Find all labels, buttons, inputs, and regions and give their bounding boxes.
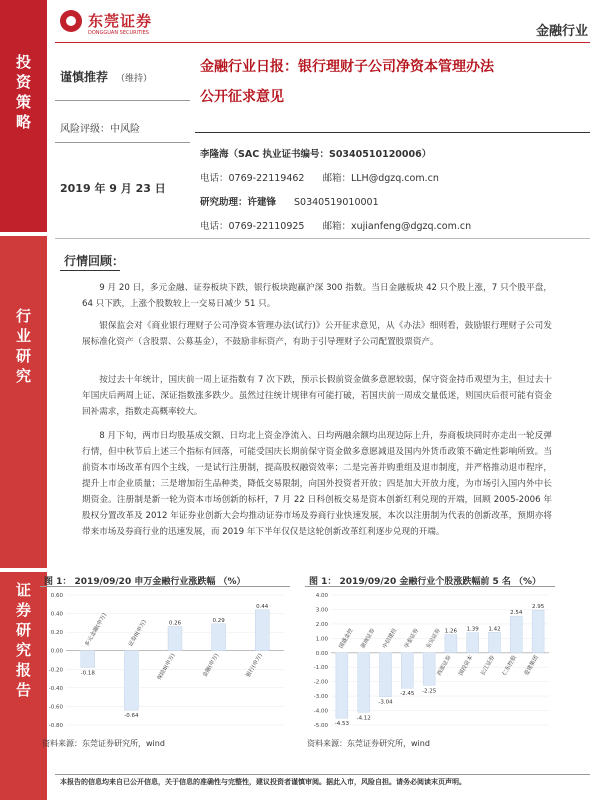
y-tick-label: 0.00 — [315, 650, 328, 657]
assistant-cert: S0340519010001 — [294, 197, 379, 208]
sidebar-char: 投 — [15, 53, 31, 71]
bar — [401, 653, 413, 688]
bar — [532, 610, 544, 653]
category-label: 国投资本 — [458, 654, 475, 677]
bar — [336, 653, 348, 718]
category-label: 浙商证券 — [360, 627, 377, 650]
sidebar-char: 业 — [15, 327, 31, 345]
y-tick-label: -1.00 — [313, 665, 328, 672]
y-tick-label: 2.00 — [315, 621, 328, 628]
section-heading: 行情回顾： — [64, 254, 125, 268]
y-tick-label: 1.00 — [315, 636, 328, 643]
footer-divider — [55, 774, 590, 775]
bar — [467, 633, 479, 653]
title-divider — [195, 132, 590, 133]
sidebar-block-top — [0, 0, 47, 232]
bar — [212, 624, 226, 651]
category-label: 银行(申万) — [245, 652, 264, 679]
y-tick-label: -3.00 — [313, 694, 328, 701]
bar — [489, 632, 501, 653]
category-label: 长江证券 — [480, 654, 497, 677]
paragraph: 8 月下旬，两市日均股基成交额、日均北上资金净流入、日均两融余额均出现边际上升，券商板块同时亦走出一轮反弹行情，但中秋节后上述三个指标有回落，可能受国庆长期前保守资金做多意愿减退及国内外货币政策不确定性影响所致。当前资本市场改革有四个主线，一是试行注册制，提高股权融资效率；二是完善并购重组及退市制度，并严格推动退市程序，提升上市企业质量；三是增加衍生品种类，降低交易限制，向国外投资者开放；四是加大开放力度，为市场引入国内外中长期资金。注册制是新一轮为资本市场创新的标杆，7 月 22 日科创板交易是资本创新红利兑现的开端，回顾 2005-2006 年股权分置改革及 2012 年证券业创新大会均推动证券市场及券商行业快速发展，本次以注册制为代表的创新改革，预期亦将带来市场及券商行业的迅速发展，而 2019 年下半年仅仅是这轮创新改革红利逐步兑现的开端。 — [82, 431, 552, 537]
sidebar-char: 资 — [15, 73, 31, 91]
rating-label: 谨慎推荐 — [60, 70, 109, 84]
assistant-contact — [200, 218, 471, 232]
data-label: 2.54 — [510, 610, 523, 617]
sidebar-char: 券 — [15, 601, 31, 619]
y-tick-label: 3.00 — [315, 607, 328, 614]
category-label: 保险II(申万) — [156, 652, 177, 682]
risk-level: 风险评级：中风险 — [60, 124, 140, 135]
analyst-phone: 电话：0769-22119462 — [200, 173, 305, 184]
report-date: 2019 年 9 月 23 日 — [60, 182, 166, 195]
bar — [445, 635, 457, 653]
category-label: 爱建集团 — [523, 654, 540, 677]
analyst-info — [200, 146, 431, 160]
bar — [380, 653, 392, 697]
paragraph: 按过去十年统计，国庆前一周上证指数有 7 次下跌，预示长假前资金做多意愿较弱，保守资金持币观望为主，但过去十年国庆后两周上证、深证指数涨多跌少。虽然过往统计规律有可能打破，若国庆前一周成交量低迷，则国庆后很可能有资金回补需求，指数走高概率较大。 — [82, 375, 552, 417]
y-tick-label: -5.00 — [313, 723, 328, 729]
data-label: 1.39 — [466, 626, 479, 633]
category-label: 东吴证券 — [425, 627, 442, 650]
y-tick-label: -0.80 — [48, 723, 63, 729]
analyst-contact — [200, 170, 439, 184]
category-label: 多元金融(申万) — [84, 612, 109, 648]
category-label: 仁东控股 — [501, 654, 519, 677]
data-label: 1.26 — [444, 628, 458, 635]
data-label: 0.26 — [168, 620, 182, 627]
figure-source: 资料来源：东莞证券研究所，wind — [307, 739, 430, 748]
title-line: 金融行业日报：银行理财子公司净资本管理办法 — [200, 59, 494, 75]
heading-underline — [60, 270, 120, 271]
sidebar-char: 研 — [15, 621, 31, 639]
sidebar-char: 告 — [15, 681, 31, 699]
figure-title: 图 1： 2019/09/20 金融行业个股涨跌幅前 5 名 （%） — [305, 574, 555, 587]
y-tick-label: -0.60 — [48, 704, 63, 711]
divider — [55, 100, 190, 101]
section-divider — [55, 238, 590, 239]
bar — [358, 653, 370, 713]
rating-sub: （维持） — [116, 74, 153, 84]
sidebar-block-middle — [0, 236, 47, 568]
data-label: -4.53 — [334, 721, 350, 728]
sidebar-char: 研 — [15, 347, 31, 365]
industry-tag: 金融行业 — [535, 24, 588, 39]
report-title — [200, 52, 580, 112]
assistant-info — [200, 194, 379, 208]
y-tick-label: 0.20 — [50, 630, 63, 637]
logo-emblem-icon — [60, 10, 82, 32]
data-label: 2.95 — [531, 604, 545, 611]
bar — [81, 651, 95, 668]
category-label: 西部证券 — [436, 654, 453, 677]
investment-rating — [60, 68, 152, 85]
figure-top-stocks — [305, 574, 555, 744]
category-label: 中信建投 — [382, 627, 399, 650]
assistant-name: 研究助理：许建锋 — [200, 197, 277, 208]
title-line: 公开征求意见 — [200, 89, 284, 105]
data-label: -0.18 — [80, 670, 95, 677]
figure-source: 资料来源：东莞证券研究所，wind — [42, 739, 165, 748]
sidebar-char: 究 — [15, 641, 31, 659]
disclaimer: 本报告的信息均来自已公开信息，关于信息的准确性与完整性，建议投资者谨慎审阅。据此入市，风险自担。请务必阅读末页声明。 — [60, 778, 466, 786]
assistant-email: 邮箱：xujianfeng@dgzq.com.cn — [322, 221, 472, 232]
logo-text: 东莞证券 — [88, 12, 153, 30]
sidebar-char: 略 — [15, 113, 31, 131]
data-label: -2.45 — [400, 691, 415, 698]
stocks-bar-chart — [305, 587, 555, 739]
category-label: 证券II(申万) — [127, 619, 148, 648]
y-tick-label: 0.40 — [50, 611, 63, 618]
header-divider — [55, 42, 590, 43]
divider — [55, 142, 190, 143]
y-tick-label: -4.00 — [313, 708, 328, 715]
bar — [423, 653, 435, 686]
sidebar-char: 策 — [15, 93, 31, 111]
assistant-phone: 电话：0769-22110925 — [200, 221, 305, 232]
data-label: -0.64 — [124, 713, 139, 720]
category-label: 国盛金控 — [338, 627, 355, 650]
analyst-name: 李隆海（SAC 执业证书编号：S0340510120006） — [200, 149, 432, 160]
sidebar-char: 究 — [15, 367, 31, 385]
figure-sector-change — [40, 574, 290, 744]
paragraph: 银保监会对《商业银行理财子公司净资本管理办法(试行)》公开征求意见，从《办法》细则看，鼓励银行理财子公司发展标准化资产（含股票、公募基金），不鼓励非标资产，有助于引导理财子公司配置股票资产。 — [82, 321, 552, 347]
company-logo — [60, 8, 180, 40]
data-label: 0.44 — [256, 603, 269, 610]
bar — [255, 610, 269, 651]
figure-title: 图 1： 2019/09/20 申万金融行业涨跌幅 （%） — [40, 574, 290, 587]
y-tick-label: 0.00 — [50, 648, 63, 655]
sidebar-char: 证 — [15, 581, 31, 599]
y-tick-label: -2.00 — [313, 679, 328, 686]
category-label: 金融(申万) — [201, 652, 221, 679]
category-label: 华泰证券 — [403, 627, 421, 650]
data-label: -3.04 — [378, 699, 393, 706]
paragraph: 9 月 20 日，多元金融、证券板块下跌，银行板块跑赢沪深 300 指数。当日金融板块 42 只个股上涨，7 只个股平盘，64 只下跌，上涨个股数较上一交易日减少 51 只。 — [82, 283, 552, 309]
analyst-email: 邮箱：LLH@dgzq.com.cn — [322, 173, 439, 184]
logo-subtext: DONGGUAN SECURITIES — [88, 30, 149, 36]
data-label: 1.42 — [488, 626, 501, 633]
bar — [510, 616, 522, 653]
y-tick-label: 0.60 — [50, 593, 63, 599]
sidebar-char: 报 — [15, 661, 31, 679]
y-tick-label: -0.40 — [48, 685, 63, 692]
y-tick-label: 4.00 — [315, 593, 328, 599]
sidebar-char: 行 — [15, 307, 31, 325]
data-label: 0.29 — [212, 617, 225, 624]
y-tick-label: -0.20 — [48, 667, 63, 674]
bar — [124, 651, 138, 710]
data-label: -2.25 — [421, 688, 437, 695]
sector-bar-chart — [40, 587, 290, 739]
data-label: -4.12 — [356, 715, 371, 722]
bar — [168, 627, 182, 651]
